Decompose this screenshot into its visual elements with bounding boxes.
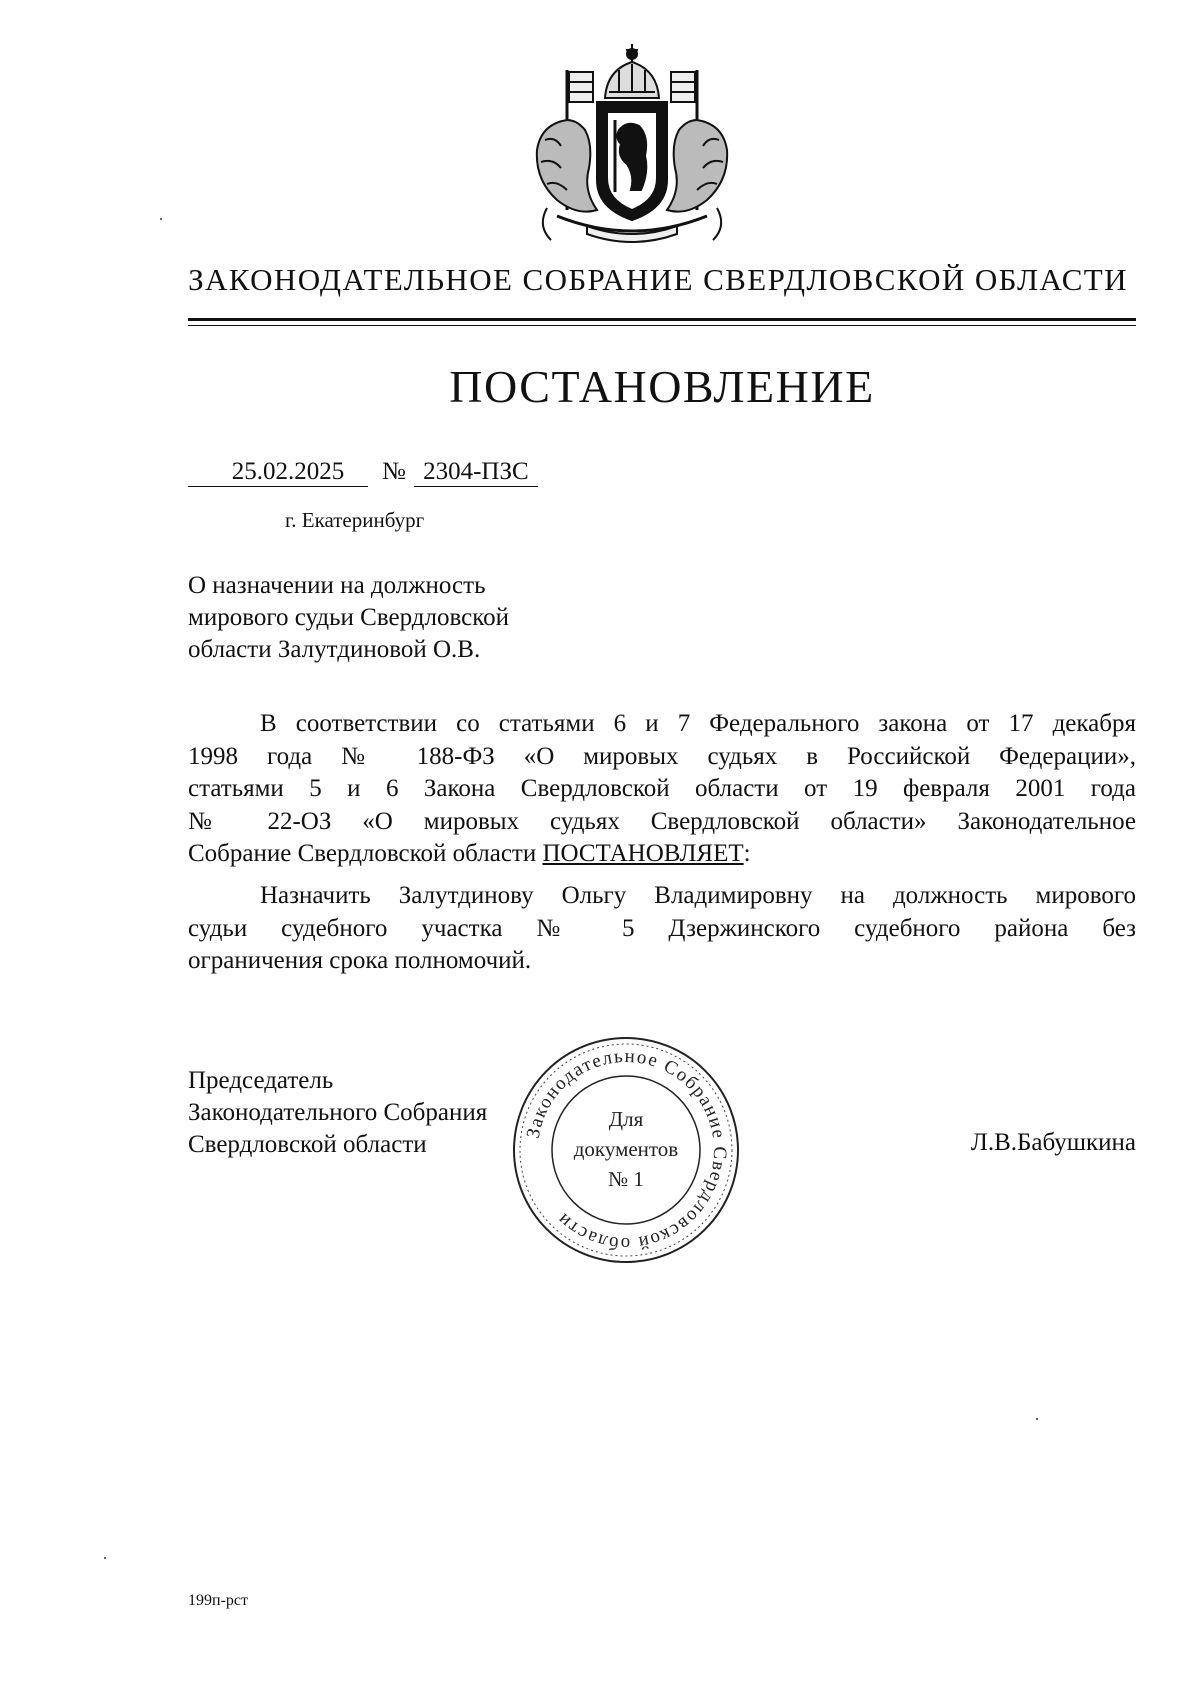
header-double-rule-thick	[188, 318, 1136, 321]
paragraph-text: :	[743, 840, 751, 867]
paragraph-line: 1998 года № 188-ФЗ «О мировых судьях в Российской Федерации»,	[188, 742, 1136, 770]
document-type-heading: ПОСТАНОВЛЕНИЕ	[449, 361, 875, 412]
paragraph-line: № 22-ОЗ «О мировых судьях Свердловской области» Законодательное	[188, 807, 1136, 835]
signer-title-line: Свердловской области	[188, 1131, 427, 1158]
document-date: 25.02.2025	[188, 458, 368, 487]
signer-title-block	[188, 1065, 487, 1161]
subject-line: мирового судьи Свердловской	[188, 604, 509, 631]
subject-line: О назначении на должность	[188, 572, 486, 599]
paragraph-line: судьи судебного участка № 5 Дзержинского судебного района без	[188, 914, 1136, 942]
document-number: 2304-ПЗС	[414, 458, 538, 487]
city-name: г. Екатеринбург	[285, 508, 425, 532]
scan-speck	[104, 1557, 106, 1559]
subject-line: области Залутдиновой О.В.	[188, 636, 481, 663]
header-double-rule-thin	[188, 325, 1136, 326]
official-seal	[508, 1032, 744, 1268]
seal-center-line: Для	[608, 1107, 644, 1131]
paragraph-line: Назначить Залутдинову Ольгу Владимировну на должность мирового	[260, 882, 1136, 909]
paragraph-line: В соответствии со статьями 6 и 7 Федерального закона от 17 декабря	[260, 710, 1136, 737]
paragraph-line: статьями 5 и 6 Закона Свердловской области от 19 февраля 2001 года	[188, 775, 1136, 802]
paragraph-line: ограничения срока полномочий.	[188, 947, 532, 974]
date-number-line	[188, 458, 538, 487]
decision-word: ПОСТАНОВЛЯЕТ	[542, 840, 744, 867]
seal-center-line: документов	[573, 1137, 679, 1161]
paragraph-text: Собрание Свердловской области	[188, 840, 543, 867]
decision-paragraph	[188, 880, 1136, 978]
organization-title: ЗАКОНОДАТЕЛЬНОЕ СОБРАНИЕ СВЕРДЛОВСКОЙ ОБЛАСТИ	[188, 262, 1128, 297]
signer-name: Л.В.Бабушкина	[970, 1129, 1136, 1156]
scan-speck	[1036, 1418, 1038, 1420]
footer-document-code: 199п-рст	[188, 1592, 248, 1609]
subject-block	[188, 570, 509, 666]
signer-title-line: Законодательного Собрания	[188, 1099, 488, 1126]
coat-of-arms-emblem	[527, 40, 737, 252]
signer-title-line: Председатель	[188, 1067, 334, 1094]
seal-center-line: № 1	[608, 1167, 644, 1191]
number-sign: №	[382, 458, 406, 485]
preamble-paragraph	[188, 708, 1136, 871]
seal-ring-text: Законодательное Собрание Свердловской области	[522, 1045, 731, 1255]
scan-speck	[160, 218, 162, 220]
paragraph-line	[188, 838, 1136, 871]
